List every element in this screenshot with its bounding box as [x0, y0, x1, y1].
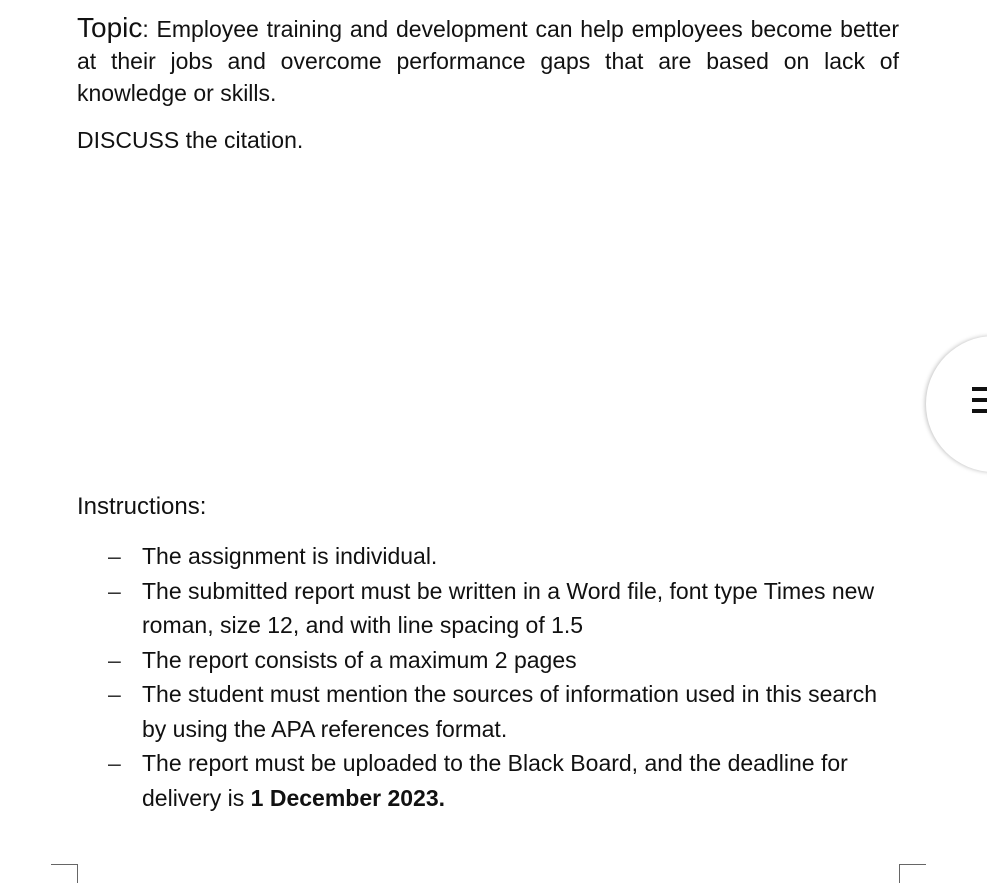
instructions-list: [108, 539, 898, 815]
instruction-text: The submitted report must be written in a Word file, font type Times new roman, size 12, and with line spacing of 1.5: [142, 577, 875, 638]
instruction-item: [108, 677, 898, 746]
topic-paragraph: [77, 12, 899, 109]
topic-label: Topic: [77, 12, 143, 43]
topic-text: Employee training and development can help employees become better at their jobs and overcome performance gaps that are based on lack of knowledge or skills.: [77, 16, 899, 106]
instruction-item: [108, 539, 898, 574]
dash-bullet: –: [108, 543, 121, 569]
deadline-date: 1 December 2023.: [250, 784, 446, 811]
dash-bullet: –: [108, 681, 121, 707]
instruction-item: [108, 643, 898, 678]
menu-icon[interactable]: [972, 387, 987, 417]
instruction-text: The report consists of a maximum 2 pages: [142, 646, 577, 673]
dash-bullet: –: [108, 646, 121, 673]
page-corner-mark-right: [899, 864, 926, 883]
page-corner-mark-left: [51, 864, 78, 883]
dash-bullet: –: [108, 577, 121, 604]
instruction-text: The student must mention the sources of information used in this search by using the APA references format.: [142, 681, 878, 742]
instruction-item: [108, 574, 898, 643]
dash-bullet: –: [108, 750, 121, 776]
instructions-heading: Instructions:: [77, 493, 207, 520]
instruction-item: [108, 746, 898, 815]
topic-separator: :: [142, 16, 149, 42]
discuss-instruction: DISCUSS the citation.: [77, 127, 304, 153]
instruction-text: The report must be uploaded to the Black Board, and the deadline for delivery is: [142, 750, 848, 811]
instruction-text: The assignment is individual.: [142, 543, 438, 569]
